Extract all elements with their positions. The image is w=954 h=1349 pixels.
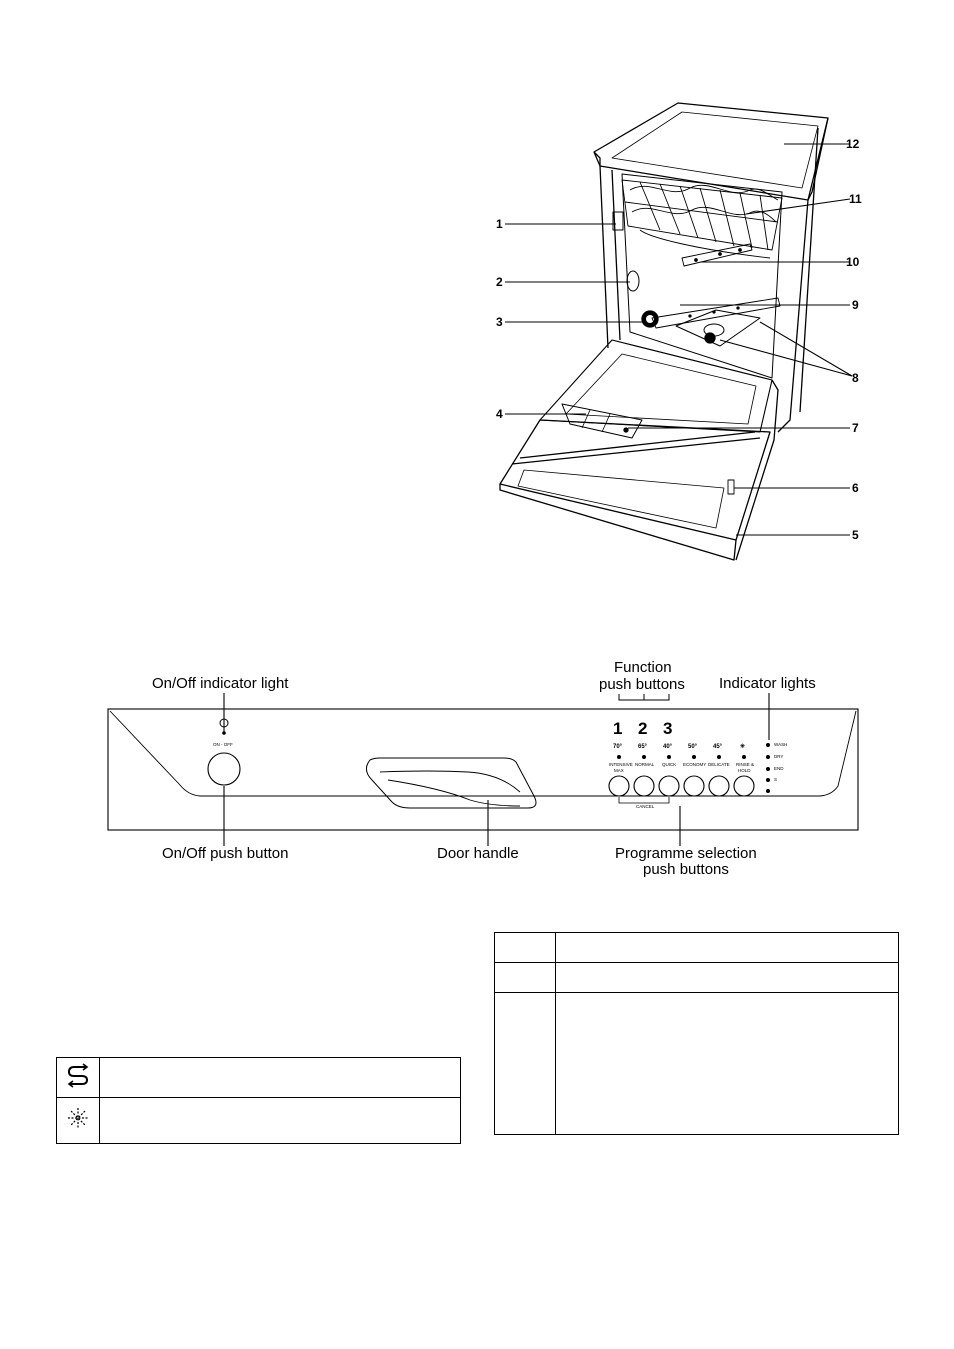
programme-temp-5: 45°	[713, 744, 723, 750]
on-off-small-text: ON - OFF	[213, 742, 233, 747]
callout-12: 12	[846, 137, 860, 151]
callout-5: 5	[852, 528, 859, 542]
programme-name-1b: MAX	[614, 768, 624, 773]
programme-button-4	[684, 776, 704, 796]
indicator-dry-label: DRY	[774, 754, 784, 759]
programme-name-6: RINSE &	[736, 762, 755, 767]
programme-button-6	[734, 776, 754, 796]
rinse-aid-description	[100, 1098, 461, 1144]
power-icon	[220, 717, 228, 729]
table-cell	[495, 963, 556, 993]
on-off-button-label: On/Off push button	[162, 845, 289, 862]
salt-refill-icon	[66, 1062, 90, 1088]
rinse-aid-cell	[57, 1098, 100, 1144]
indicator-wash-label: WASH	[774, 742, 788, 747]
on-off-push-button	[208, 753, 240, 785]
callout-6: 6	[852, 481, 859, 495]
on-off-indicator-label: On/Off indicator light	[152, 675, 289, 692]
symbol-table	[56, 1057, 461, 1144]
callout-8: 8	[852, 371, 859, 385]
programme-name-4: ECONOMY	[683, 762, 707, 767]
programme-temp-3: 40°	[663, 744, 673, 750]
programme-temp-2: 65°	[638, 744, 648, 750]
function-buttons-label-2: push buttons	[599, 676, 685, 693]
table-cell	[556, 993, 899, 1135]
programme-temp-1: 70°	[613, 744, 623, 750]
callout-1: 1	[496, 217, 503, 231]
programme-name-1: INTENSIVE	[609, 762, 633, 767]
on-off-indicator-light	[222, 731, 226, 735]
table-cell	[495, 993, 556, 1135]
indicator-salt	[766, 778, 770, 782]
programme-buttons-label-2: push buttons	[643, 861, 729, 878]
programme-name-2: NORMAL	[635, 762, 655, 767]
door-handle-label: Door handle	[437, 845, 519, 862]
door-handle	[366, 758, 536, 808]
callout-2: 2	[496, 275, 503, 289]
function-number-2: 2	[638, 719, 648, 738]
table-cell	[556, 933, 899, 963]
indicator-end	[766, 767, 770, 771]
indicator-rinse-aid	[766, 789, 770, 793]
salt-description	[100, 1058, 461, 1098]
callout-3: 3	[496, 315, 503, 329]
function-number-1: 1	[613, 719, 623, 738]
programme-table	[494, 932, 899, 1135]
programme-name-3: QUICK	[662, 762, 677, 767]
programme-button-1	[609, 776, 629, 796]
indicator-salt-label: S	[774, 777, 778, 782]
indicator-end-label: END	[774, 766, 784, 771]
programme-button-2	[634, 776, 654, 796]
programme-button-5	[709, 776, 729, 796]
programme-name-6b: HOLD	[738, 768, 751, 773]
callout-4: 4	[496, 407, 503, 421]
function-buttons-label-1: Function	[614, 659, 672, 676]
indicator-dry	[766, 755, 770, 759]
callout-10: 10	[846, 255, 860, 269]
programme-buttons-label-1: Programme selection	[615, 845, 757, 862]
callout-11: 11	[849, 192, 862, 206]
indicator-lights-label: Indicator lights	[719, 675, 816, 692]
table-cell	[495, 933, 556, 963]
programme-button-3	[659, 776, 679, 796]
salt-cell	[57, 1058, 100, 1098]
function-number-3: 3	[663, 719, 673, 738]
programme-temp-6: ✳	[740, 744, 746, 750]
callout-7: 7	[852, 421, 859, 435]
rinse-aid-icon	[66, 1106, 90, 1130]
programme-name-5: DELICATE	[708, 762, 730, 767]
cancel-text: CANCEL	[636, 804, 655, 809]
programme-temp-4: 50°	[688, 744, 698, 750]
callout-9: 9	[852, 298, 859, 312]
indicator-wash	[766, 743, 770, 747]
table-cell	[556, 963, 899, 993]
